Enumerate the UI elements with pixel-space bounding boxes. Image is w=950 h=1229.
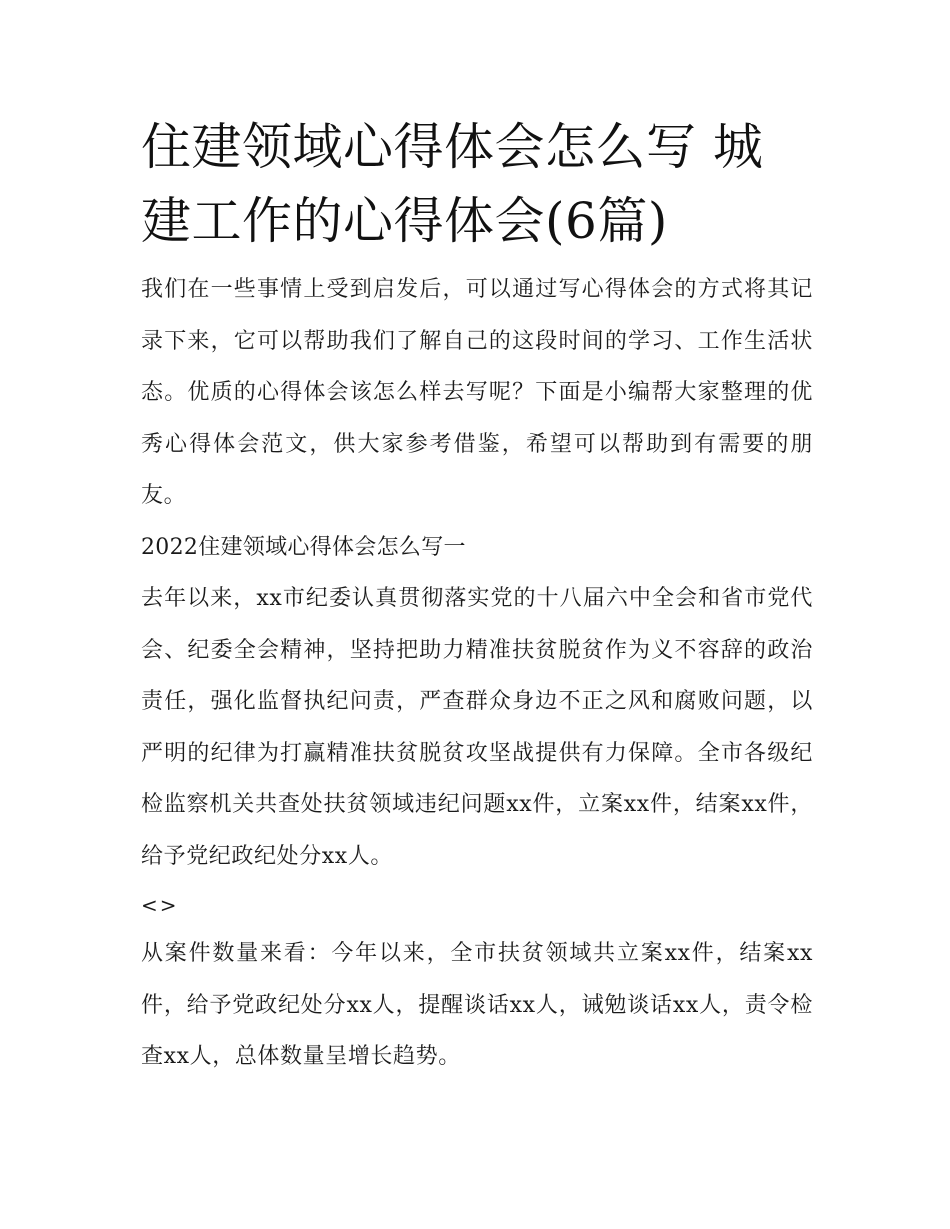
document-body	[141, 110, 813, 1083]
placeholder-marker: <>	[141, 893, 179, 917]
body-paragraph-2: 从案件数量来看：今年以来，全市扶贫领域共立案xx件，结案xx件，给予党政纪处分xx人，提醒谈话xx人，诫勉谈话xx人，责令检查xx人，总体数量呈增长趋势。	[141, 941, 813, 1069]
body-paragraph-1: 去年以来，xx市纪委认真贯彻落实党的十八届六中全会和省市党代会、纪委全会精神，坚持把助力精准扶贫脱贫作为义不容辞的政治责任，强化监督执纪问责，严查群众身边不正之风和腐败问题，以严明的纪律为打赢精准扶贫脱贫攻坚战提供有力保障。全市各级纪检监察机关共查处扶贫领域违纪问题xx件，立案xx件，结案xx件，给予党纪政纪处分xx人。	[141, 586, 813, 869]
intro-paragraph: 我们在一些事情上受到启发后，可以通过写心得体会的方式将其记录下来，它可以帮助我们了解自己的这段时间的学习、工作生活状态。优质的心得体会该怎么样去写呢？下面是小编帮大家整理的优秀心得体会范文，供大家参考借鉴，希望可以帮助到有需要的朋友。	[141, 277, 813, 508]
document-title: 住建领域心得体会怎么写 城建工作的心得体会(6篇)	[141, 118, 764, 250]
section-heading: 2022住建领域心得体会怎么写一	[141, 534, 466, 560]
